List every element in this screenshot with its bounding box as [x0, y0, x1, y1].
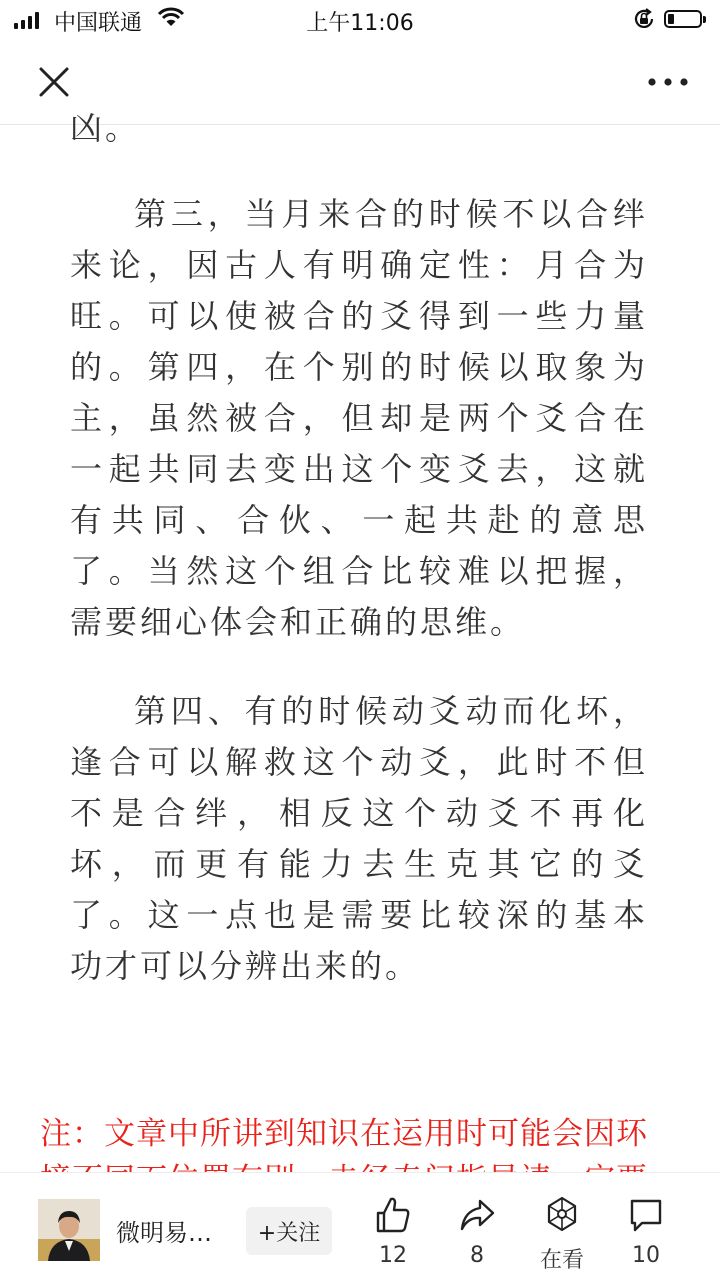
paragraph-line: 来论，因古人有明确定性：月合为 — [70, 246, 648, 284]
paragraph-line: 旺。可以使被合的爻得到一些力量 — [70, 297, 648, 335]
bottom-action-bar — [0, 1172, 720, 1282]
follow-button[interactable]: +关注 — [246, 1207, 332, 1255]
paragraph-line: 需要细心体会和正确的思维。 — [70, 603, 526, 641]
paragraph-line: 不是合绊，相反这个动爻不再化 — [70, 794, 648, 832]
battery-icon — [664, 10, 702, 28]
share-arrow-icon — [459, 1195, 495, 1235]
paragraph-line: 逢合可以解救这个动爻，此时不但 — [70, 743, 648, 781]
more-options-button[interactable] — [640, 56, 696, 108]
like-count: 12 — [379, 1243, 407, 1268]
paragraph-line: 功才可以分辨出来的。 — [70, 947, 421, 985]
comment-button[interactable] — [609, 1193, 683, 1277]
like-button[interactable] — [356, 1193, 430, 1277]
author-name[interactable]: 微明易… — [116, 1219, 212, 1247]
comment-count: 10 — [632, 1243, 660, 1268]
paragraph-line: 坏，而更有能力去生克其它的爻 — [70, 845, 648, 883]
article-body — [40, 109, 660, 1172]
wow-button[interactable] — [525, 1193, 599, 1277]
paragraph-line: 凶。 — [70, 109, 141, 147]
paragraph-line: 第三，当月来合的时候不以合绊 — [134, 195, 648, 233]
avatar-image — [38, 1199, 100, 1261]
close-button[interactable] — [28, 56, 80, 108]
paragraph-line: 主，虽然被合，但却是两个爻合在 — [70, 399, 648, 437]
status-bar — [0, 0, 720, 40]
note-line: 注：文章中所讲到知识在运用时可能会因环 — [40, 1116, 648, 1152]
paragraph-line: 的。第四，在个别的时候以取象为 — [70, 348, 648, 386]
share-count: 8 — [470, 1243, 484, 1268]
close-icon — [28, 56, 80, 108]
paragraph-line: 有共同、合伙、一起共赴的意思 — [70, 501, 648, 539]
wow-icon — [544, 1195, 580, 1235]
thumbs-up-icon — [375, 1195, 411, 1235]
author-avatar[interactable] — [38, 1199, 100, 1261]
rotation-lock-icon — [632, 8, 656, 36]
paragraph-line: 了。这一点也是需要比较深的基本 — [70, 896, 648, 934]
status-time: 上午11:06 — [306, 11, 414, 36]
carrier-name: 中国联通 — [54, 11, 143, 36]
wow-label: 在看 — [539, 1248, 584, 1273]
comment-icon — [628, 1195, 664, 1235]
paragraph-line: 了。当然这个组合比较难以把握， — [70, 552, 648, 590]
share-button[interactable] — [440, 1193, 514, 1277]
paragraph-line: 第四、有的时候动爻动而化坏， — [134, 692, 648, 730]
more-dots-icon — [640, 56, 696, 108]
paragraph-line: 一起共同去变出这个变爻去，这就 — [70, 450, 648, 488]
